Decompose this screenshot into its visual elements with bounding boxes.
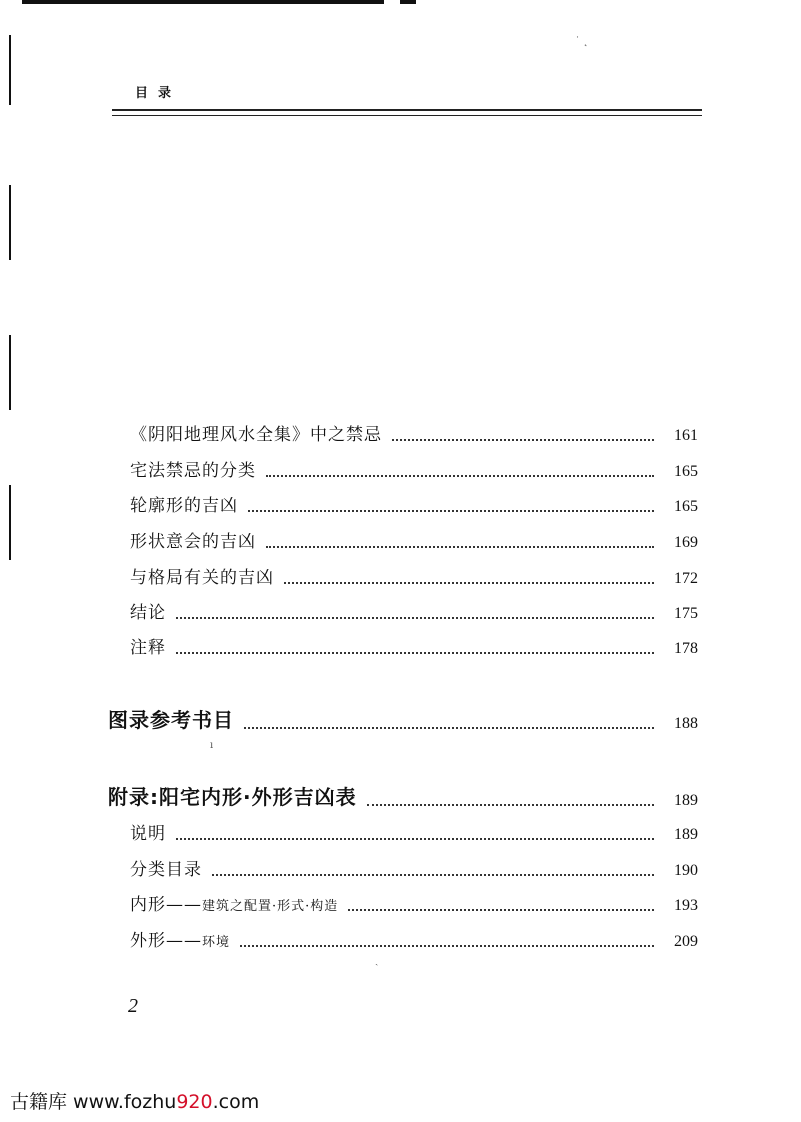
toc-entry-page: 165 [674, 463, 698, 480]
leader-dots [266, 546, 654, 548]
leader-dots [348, 909, 654, 911]
leader-dots [248, 510, 654, 512]
toc-entry[interactable] [130, 456, 698, 481]
page-number: 2 [128, 995, 138, 1017]
toc-entry-title: 说明 [130, 824, 166, 844]
toc-entry-title-main: 外形—— [130, 931, 202, 951]
toc-entry-subtitle: 环境 [202, 935, 231, 950]
toc-entry[interactable] [130, 491, 698, 516]
scan-left-line [9, 485, 11, 560]
toc-entry-page: 169 [674, 534, 698, 551]
leader-dots [176, 617, 654, 619]
toc-entry-title [130, 926, 230, 951]
scan-left-line [9, 335, 11, 410]
leader-dots [367, 804, 654, 806]
toc-section-title: 图录参考书目 [108, 708, 234, 732]
toc-entry[interactable] [130, 563, 698, 588]
toc-entry-page: 175 [674, 605, 698, 622]
leader-dots [176, 838, 654, 840]
toc-entry[interactable] [130, 598, 698, 623]
leader-dots [284, 582, 654, 584]
leader-dots [240, 945, 654, 947]
leader-dots [244, 727, 654, 729]
header-rule-thin [112, 115, 702, 116]
toc-section-appendix[interactable] [108, 781, 698, 810]
watermark-highlight: 920 [176, 1091, 213, 1113]
toc-entry-title: 轮廓形的吉凶 [130, 496, 238, 516]
scan-speck: ˙ ˛ [575, 36, 589, 47]
leader-dots [392, 439, 654, 441]
toc-entry-page: 161 [674, 427, 698, 444]
toc-entry-title-main: 内形—— [130, 895, 202, 915]
toc-entry-page: 189 [674, 826, 698, 843]
toc-entry-title: 与格局有关的吉凶 [130, 568, 274, 588]
toc-entry-title: 注释 [130, 638, 166, 658]
scan-speck: ı [210, 740, 214, 751]
toc-section-bibliography[interactable] [108, 704, 698, 733]
header-rule-thick [112, 109, 702, 111]
watermark-suffix: .com [212, 1091, 260, 1113]
site-watermark [10, 1087, 259, 1114]
toc-sub-entry[interactable] [130, 926, 698, 951]
toc-section-page: 188 [674, 715, 698, 732]
toc-entry-page: 165 [674, 498, 698, 515]
toc-entry-page: 209 [674, 933, 698, 950]
toc-entry-title: 宅法禁忌的分类 [130, 461, 256, 481]
scan-left-line [9, 35, 11, 105]
toc-entry-page: 193 [674, 897, 698, 914]
toc-sub-entry[interactable] [130, 890, 698, 915]
toc-sub-entry[interactable] [130, 855, 698, 880]
scan-top-bar [22, 0, 384, 4]
toc-entry-title: 形状意会的吉凶 [130, 532, 256, 552]
toc-sub-entry[interactable] [130, 819, 698, 844]
toc-entry[interactable] [130, 420, 698, 445]
toc-section-title: 附录:阳宅内形·外形吉凶表 [108, 785, 357, 809]
leader-dots [176, 652, 654, 654]
toc-entry-title [130, 890, 338, 915]
toc-entry[interactable] [130, 633, 698, 658]
toc-entry-title: 分类目录 [130, 860, 202, 880]
scan-speck: ˏ [375, 955, 379, 966]
toc-entry-title: 《阴阳地理风水全集》中之禁忌 [130, 425, 382, 445]
toc-section-page: 189 [674, 792, 698, 809]
toc-entry-page: 190 [674, 862, 698, 879]
page-header-title: 目录 [135, 86, 182, 101]
toc-entry-page: 178 [674, 640, 698, 657]
toc-entry-page: 172 [674, 570, 698, 587]
toc-entry[interactable] [130, 527, 698, 552]
scan-left-line [9, 185, 11, 260]
watermark-prefix: 古籍库 www.fozhu [10, 1091, 177, 1113]
scan-top-bar-short [400, 0, 416, 4]
leader-dots [266, 475, 654, 477]
toc-entry-subtitle: 建筑之配置·形式·构造 [202, 899, 339, 914]
leader-dots [212, 874, 654, 876]
toc-entry-title: 结论 [130, 603, 166, 623]
